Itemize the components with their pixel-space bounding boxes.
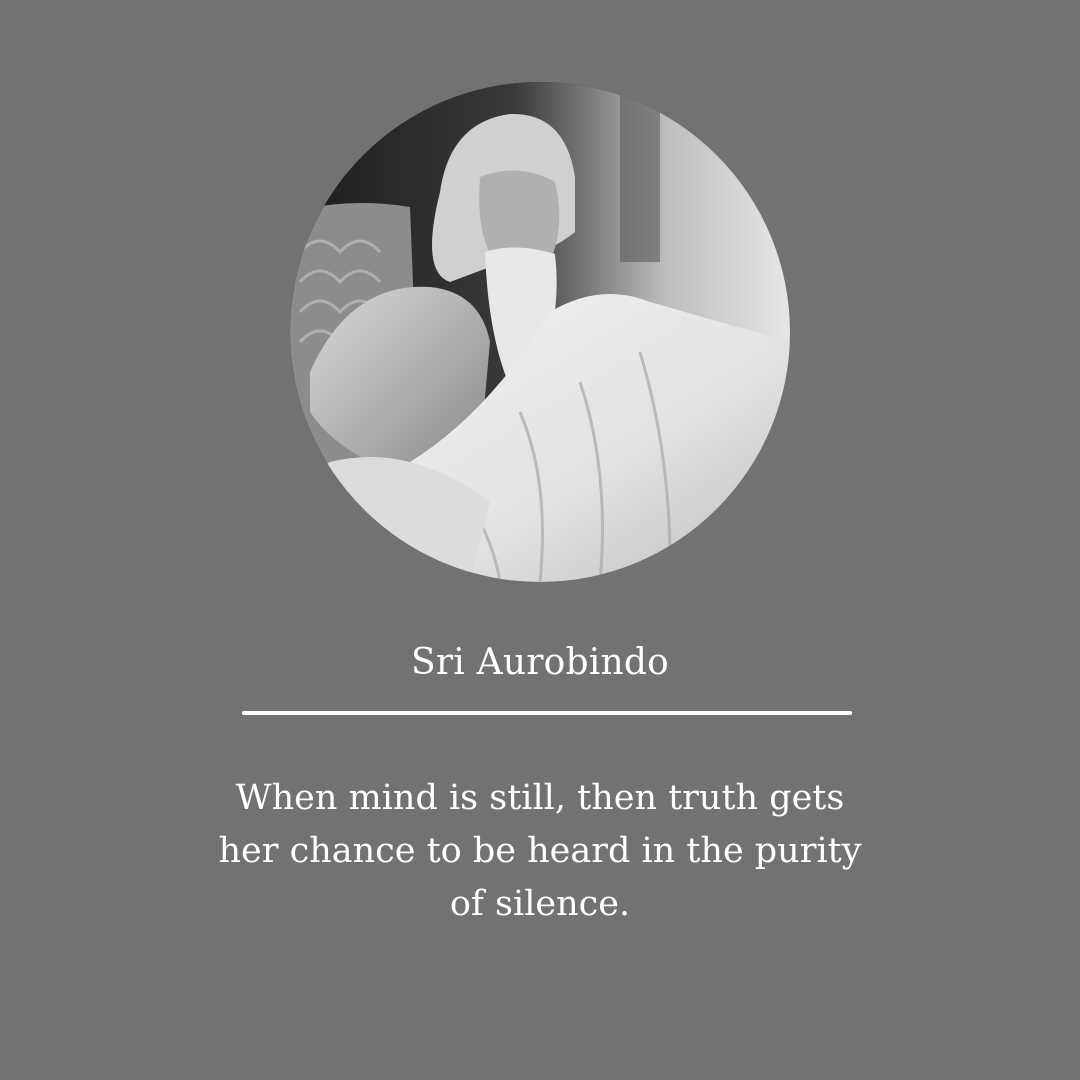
- divider: [242, 711, 852, 715]
- portrait-illustration: [290, 82, 790, 582]
- author-name: Sri Aurobindo: [411, 642, 669, 683]
- portrait-photo: [290, 82, 790, 582]
- background-door: [620, 82, 660, 262]
- quote-text: When mind is still, then truth gets her chance to be heard in the purity of silence.: [218, 778, 862, 924]
